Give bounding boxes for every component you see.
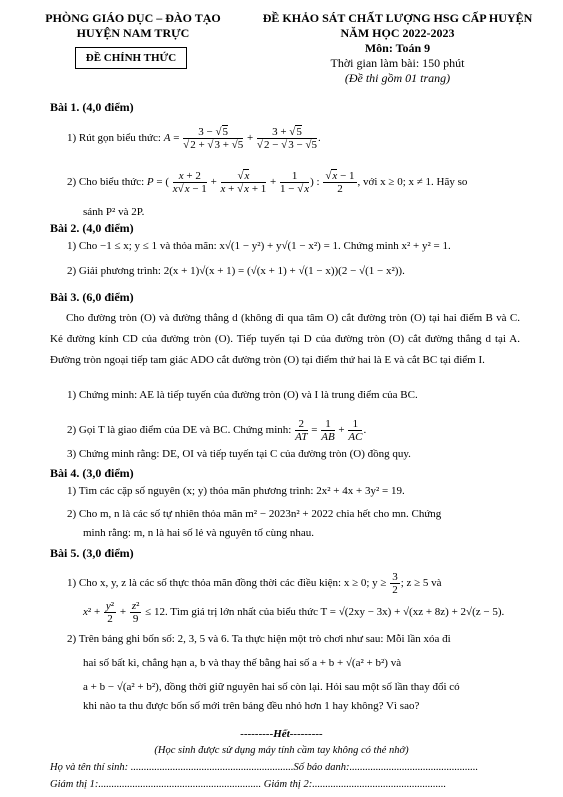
problem-5-2-line2: hai số bất kì, chẳng hạn a, b và thay thế bằng hai số a + b + √(a² + b²) và: [83, 657, 402, 669]
end-marker: ---------Hết---------: [240, 728, 323, 740]
problem-4-2-line1: 2) Cho m, n là các số tự nhiên thỏa mãn m² − 2023n² + 2022 chia hết cho mn. Chứng: [67, 508, 442, 520]
section-title-2: Bài 2. (4,0 điểm): [50, 221, 134, 235]
problem-2-2: 2) Giải phương trình: 2(x + 1)√(x + 1) = (√(x + 1) + √(1 − x))(2 − √(1 − x²)).: [67, 265, 405, 277]
problem-5-1-text: 1) Cho x, y, z là các số thực thỏa mãn đồng thời các điều kiện: x ≥ 0; y ≥: [67, 577, 387, 590]
section-title-3: Bài 3. (6,0 điểm): [50, 290, 134, 304]
exam-title: ĐỀ KHẢO SÁT CHẤT LƯỢNG HSG CẤP HUYỆN: [262, 11, 533, 25]
problem-5-2-line1: 2) Trên bảng ghi bốn số: 2, 3, 5 và 6. Ta thực hiện một trò chơi như sau: Mỗi lần xóa đi: [67, 633, 451, 645]
problem-4-1: 1) Tìm các cặp số nguyên (x; y) thỏa mãn phương trình: 2x² + 4x + 3y² = 19.: [67, 485, 405, 497]
problem-5-1-tail: ; z ≥ 5 và: [400, 577, 442, 590]
problem-1-1: 1) Rút gọn biểu thức: A = $\frac{3 - √5}{√2 + √3 + √5}$ + $\frac{3 + √5}{√2 - √3 - √5}$ .: [67, 126, 321, 151]
problem-1-1-text: 1) Rút gọn biểu thức:: [67, 132, 161, 145]
examiner-line: Giám thị 1:.............................................................. Giám thị 2:...................................................: [50, 779, 447, 790]
fraction-a1: $\frac{3 - √5}{√2 + √3 + √5}$: [183, 126, 244, 151]
problem-3-1: 1) Chứng minh: AE là tiếp tuyến của đường tròn (O) và I là trung điểm của BC.: [67, 389, 418, 401]
problem-1-2-text: 2) Cho biểu thức:: [67, 176, 145, 189]
problem-5-1-line2: x² + $\frac{\text{y²}}{2}$ + $\frac{\text{z²}}{9}$ ≤ 12. Tìm giá trị lớn nhất của biểu thức T = √(2xy − 3x) + √(xz + 8z) + 2√(z − 5).: [83, 600, 505, 625]
calculator-note: (Học sinh được sử dụng máy tính cầm tay không có thẻ nhớ): [154, 745, 409, 756]
section-title-1: Bài 1. (4,0 điểm): [50, 100, 134, 114]
problem-3-2-text: 2) Gọi T là giao điểm của DE và BC. Chứng minh:: [67, 424, 292, 437]
problem-5-2-line4: khi nào ta thu được bốn số mới trên bảng đều nhỏ hơn 1 hay không? Vì sao?: [83, 700, 420, 712]
district-name: HUYỆN NAM TRỰC: [76, 26, 190, 40]
problem-3-intro: Cho đường tròn (O) và đường thẳng d (không đi qua tâm O) cắt đường tròn (O) tại hai điểm B và C. Kẻ đường kính CD của đường tròn (O). Tiếp tuyến tại D của đường tròn (O) cắt đường thẳng d tại A. Đường tròn ngoại tiếp tam giác ADO cắt đường tròn (O) tại điểm thứ hai là E và cắt BC tại điểm I.: [50, 312, 520, 366]
subject: Môn: Toán 9: [364, 41, 431, 55]
fraction-a2: $\frac{3 + √5}{√2 - √3 - √5}$: [256, 126, 317, 151]
official-label: ĐỀ CHÍNH THỨC: [85, 52, 177, 64]
official-stamp-box: [75, 47, 187, 69]
problem-5-1-line1: 1) Cho x, y, z là các số thực thỏa mãn đồng thời các điều kiện: x ≥ 0; y ≥ $\frac{3}{2}$ ; z ≥ 5 và: [67, 571, 442, 596]
page-count: (Đề thi gồm 01 trang): [344, 71, 451, 85]
problem-3-3: 3) Chứng minh rằng: DE, OI và tiếp tuyến tại C của đường tròn (O) đồng quy.: [67, 448, 411, 460]
section-title-4: Bài 4. (3,0 điểm): [50, 466, 134, 480]
problem-5-2-line3: a + b − √(a² + b²), đồng thời giữ nguyên hai số còn lại. Hỏi sau một số lần thay đổi có: [83, 681, 460, 693]
school-year: NĂM HỌC 2022-2023: [340, 26, 455, 40]
problem-3-2: 2) Gọi T là giao điểm của DE và BC. Chứng minh: $\frac{2}{AT}$ = $\frac{1}{AB}$ + $\frac{1}{AC}$ .: [67, 418, 367, 443]
problem-1-2-tail: sánh P² và 2P.: [83, 206, 145, 218]
candidate-info-line: Họ và tên thí sinh: ..............................................................Số báo danh:.................................................: [50, 762, 479, 773]
problem-2-1: 1) Cho −1 ≤ x; y ≤ 1 và thỏa mãn: x√(1 − y²) + y√(1 − x²) = 1. Chứng minh x² + y² = 1.: [67, 240, 451, 252]
problem-1-2-condition: , với x ≥ 0; x ≠ 1. Hãy so: [357, 176, 468, 189]
problem-4-2-line2: minh rằng: m, n là hai số lẻ và nguyên tố cùng nhau.: [83, 527, 314, 539]
problem-1-2: 2) Cho biểu thức: P = ( $\frac{x + 2}{x√x - 1}$ + $\frac{√x}{x + √x + 1}$ + $\frac{1}{1 - √x}$ ) : $\frac{√x - 1}{2}$ , với x ≥ 0; x ≠ 1. Hãy so: [67, 170, 468, 195]
problem-5-1-expr: ≤ 12. Tìm giá trị lớn nhất của biểu thức T = √(2xy − 3x) + √(xz + 8z) + 2√(z − 5).: [145, 606, 505, 619]
section-title-5: Bài 5. (3,0 điểm): [50, 546, 134, 560]
duration: Thời gian làm bài: 150 phút: [330, 56, 465, 70]
department-name: PHÒNG GIÁO DỤC – ĐÀO TẠO: [45, 11, 221, 25]
